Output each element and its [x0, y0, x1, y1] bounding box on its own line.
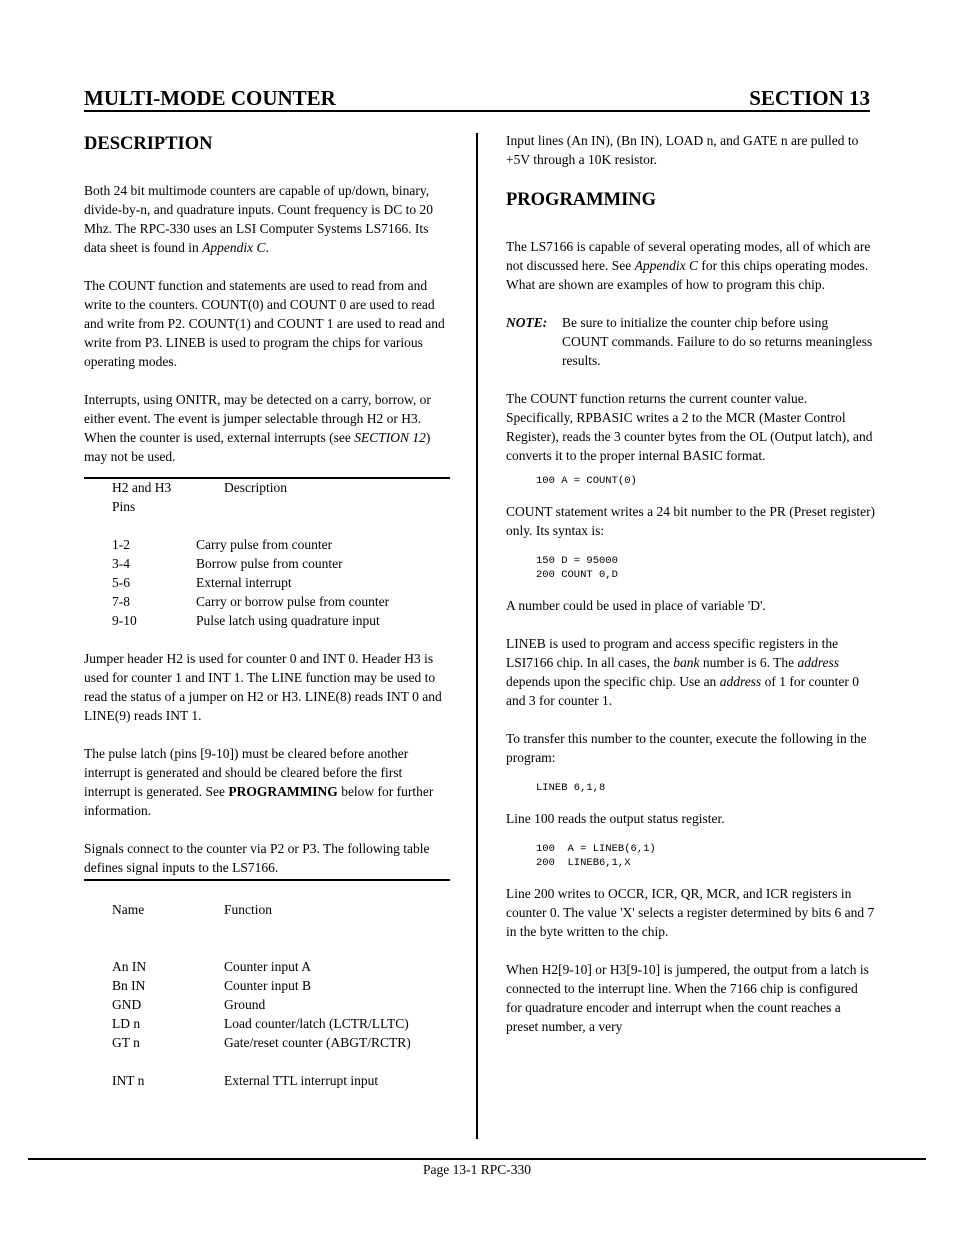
programming-reference: PROGRAMMING	[228, 784, 338, 799]
appendix-c-reference: Appendix C	[202, 240, 266, 255]
table-row: Bn IN Counter input B	[112, 978, 311, 993]
signals-paragraph: Signals connect to the counter via P2 or P3. The following table defines signal inputs to the LS7166.	[84, 841, 430, 875]
programming-paragraph: The LS7166 is capable of several operating modes, all of which are not discussed here. See Appendix C for this chips operating modes. What are shown are examples of how to program this chip.	[506, 239, 871, 292]
code-block: LINEB 6,1,8	[536, 782, 606, 794]
table-row: 5-6 External interrupt	[112, 575, 292, 590]
jumper-paragraph: Jumper header H2 is used for counter 0 and INT 0. Header H3 is used for counter 1 and INT 1. The LINE function may be used to read the status of a jumper on H2 or H3. LINE(8) reads INT 0 and LINE(9) reads INT 1.	[84, 651, 442, 723]
table-row: 3-4 Borrow pulse from counter	[112, 556, 343, 571]
section-number: SECTION 13	[749, 86, 870, 110]
table-row: 9-10 Pulse latch using quadrature input	[112, 613, 380, 628]
section-title: MULTI-MODE COUNTER	[84, 86, 336, 110]
lineb-paragraph: LINEB is used to program and access specific registers in the LSI7166 chip. In all cases, the bank number is 6. The address depends upon the specific chip. Use an address of 1 for counter 0 and 3 for counter 1.	[506, 636, 860, 708]
table-row: INT n External TTL interrupt input	[112, 1073, 379, 1088]
appendix-c-reference: Appendix C	[634, 258, 698, 273]
column-divider	[476, 133, 478, 1139]
description-heading: DESCRIPTION	[84, 134, 213, 154]
description-paragraph-1: Both 24 bit multimode counters are capable of up/down, binary, divide-by-n, and quadrature inputs. Count frequency is DC to 20 Mhz. The RPC-330 uses an LSI Computer Systems LS7166. Its data sheet is found in Appendix C.	[84, 183, 434, 255]
jumper-table	[84, 477, 450, 630]
signal-table-header	[84, 900, 450, 919]
left-column	[84, 131, 450, 1090]
count-function-paragraph: The COUNT function returns the current counter value. Specifically, RPBASIC writes a 2 to the MCR (Master Control Register), reads the 3 counter bytes from the OL (Output latch), and converts it to the proper internal BASIC format.	[506, 391, 873, 463]
transfer-paragraph: To transfer this number to the counter, execute the following in the program:	[506, 731, 867, 765]
description-paragraph-2: The COUNT function and statements are used to read from and write to the counters. COUNT(0) and COUNT 0 are used to read and write from P2. COUNT(1) and COUNT 1 are used to read and write from P3. LINEB is used to program the chips for various operating modes.	[84, 278, 445, 369]
jumper-table-header-line2: Pins	[112, 499, 136, 514]
note-block	[506, 313, 876, 370]
programming-heading: PROGRAMMING	[506, 190, 657, 210]
code-block: 100 A = COUNT(0)	[536, 475, 637, 487]
table-row: GND Ground	[112, 997, 266, 1012]
right-column	[506, 131, 876, 1036]
table-row: GT n Gate/reset counter (ABGT/RCTR)	[112, 1035, 411, 1050]
note-label: NOTE:	[506, 315, 548, 330]
description-paragraph-3: Interrupts, using ONITR, may be detected on a carry, borrow, or either event. The event is jumper selectable through H2 or H3. When the counter is used, external interrupts (see SECTION 12) may not be used.	[84, 392, 431, 464]
header-rule	[84, 110, 870, 112]
signal-header-name: Name	[112, 902, 145, 917]
table-row: An IN Counter input A	[112, 959, 311, 974]
footer-rule	[28, 1158, 926, 1160]
table-row: 1-2 Carry pulse from counter	[112, 537, 333, 552]
signal-table	[84, 879, 450, 1090]
section-12-reference: SECTION 12	[354, 430, 426, 445]
pulse-latch-paragraph: The pulse latch (pins [9-10]) must be cleared before another interrupt is generated and should be cleared before the first interrupt is generated. See PROGRAMMING below for further information.	[84, 746, 434, 818]
line100-paragraph: Line 100 reads the output status register.	[506, 811, 725, 826]
note-text: Be sure to initialize the counter chip before using COUNT commands. Failure to do so returns meaningless results.	[562, 315, 873, 368]
jumper-header-pins: H2 and H3	[112, 480, 172, 495]
table-row: 7-8 Carry or borrow pulse from counter	[112, 594, 390, 609]
signal-header-function: Function	[224, 902, 273, 917]
code-block: 100 A = LINEB(6,1) 200 LINEB6,1,X	[536, 843, 656, 869]
line200-paragraph: Line 200 writes to OCCR, ICR, QR, MCR, and ICR registers in counter 0. The value 'X' selects a register determined by bits 6 and 7 in the byte written to the chip.	[506, 886, 875, 939]
code-block: 150 D = 95000 200 COUNT 0,D	[536, 555, 618, 581]
variable-paragraph: A number could be used in place of variable 'D'.	[506, 598, 766, 613]
jumper-header-description: Description	[224, 480, 287, 495]
jumper-table-header	[84, 478, 450, 497]
h2-h3-paragraph: When H2[9-10] or H3[9-10] is jumpered, the output from a latch is connected to the interrupt line. When the 7166 chip is configured for quadrature encoder and interrupt when the count reaches a preset number, a very	[506, 962, 869, 1034]
input-lines-paragraph: Input lines (An IN), (Bn IN), LOAD n, and GATE n are pulled to +5V through a 10K resistor.	[506, 133, 859, 167]
table-row: LD n Load counter/latch (LCTR/LLTC)	[112, 1016, 409, 1031]
page-footer: Page 13-1 RPC-330	[423, 1162, 531, 1177]
count-statement-paragraph: COUNT statement writes a 24 bit number to the PR (Preset register) only. Its syntax is:	[506, 504, 876, 538]
